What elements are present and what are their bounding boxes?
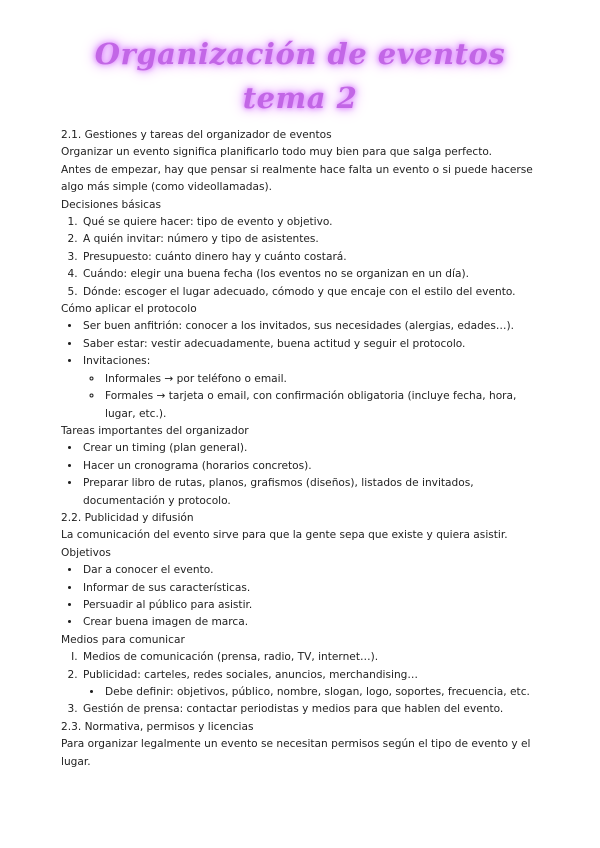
list-item: • Debe definir: objetivos, público, nombre, slogan, logo, soportes, frecuencia, etc. xyxy=(103,684,541,701)
paragraph: Organizar un evento significa planificarlo todo muy bien para que salga perfecto. xyxy=(61,146,493,159)
list-item: ◦ Informales → por teléfono o email. xyxy=(103,371,541,388)
document-title-line-1: Organización de eventos xyxy=(94,37,506,71)
document-title-line-2: tema 2 xyxy=(242,81,358,115)
medios-list xyxy=(61,649,541,719)
list-item xyxy=(81,667,541,702)
objetivos-list xyxy=(61,562,541,632)
list-item: • Preparar libro de rutas, planos, grafismos (diseños), listados de invitados, documentación y protocolo. xyxy=(81,475,541,510)
subsection-heading: Cómo aplicar el protocolo xyxy=(61,303,197,316)
list-item: 3. Presupuesto: cuánto dinero hay y cuánto costará. xyxy=(81,249,541,266)
list-item: • Crear buena imagen de marca. xyxy=(81,614,541,631)
list-item: • Ser buen anfitrión: conocer a los invitados, sus necesidades (alergias, edades…). xyxy=(81,318,541,335)
list-item-label: Publicidad: carteles, redes sociales, anuncios, merchandising… xyxy=(83,668,418,681)
list-item-label: Invitaciones: xyxy=(83,355,151,368)
list-item: 5. Dónde: escoger el lugar adecuado, cómodo y que encaje con el estilo del evento. xyxy=(81,284,541,301)
paragraph: Antes de empezar, hay que pensar si realmente hace falta un evento o si puede hacerse algo más simple (como videollamadas). xyxy=(61,163,533,194)
list-item: • Informar de sus características. xyxy=(81,580,541,597)
list-item: 4. Cuándo: elegir una buena fecha (los eventos no se organizan en un día). xyxy=(81,266,541,283)
section-heading: 2.1. Gestiones y tareas del organizador de eventos xyxy=(61,129,332,141)
tareas-list xyxy=(61,440,541,510)
list-item: • Hacer un cronograma (horarios concretos). xyxy=(81,458,541,475)
subsection-heading: Medios para comunicar xyxy=(61,633,185,646)
protocolo-list xyxy=(61,318,541,422)
document-body xyxy=(61,127,541,771)
invitaciones-list xyxy=(83,371,541,423)
paragraph: Para organizar legalmente un evento se necesitan permisos según el tipo de evento y el lugar. xyxy=(61,738,531,768)
list-item: • Crear un timing (plan general). xyxy=(81,440,541,457)
decisiones-list xyxy=(61,214,541,301)
publicidad-sublist xyxy=(83,684,541,701)
subsection-heading: Decisiones básicas xyxy=(61,198,162,211)
section-heading: 2.3. Normativa, permisos y licencias xyxy=(61,720,254,733)
list-item xyxy=(81,353,541,423)
subsection-heading: Tareas importantes del organizador xyxy=(61,424,249,437)
list-item: 1. Qué se quiere hacer: tipo de evento y objetivo. xyxy=(81,214,541,231)
list-item: I. Medios de comunicación (prensa, radio, TV, internet…). xyxy=(81,649,541,666)
list-item: • Dar a conocer el evento. xyxy=(81,562,541,579)
list-item: ◦ Formales → tarjeta o email, con confirmación obligatoria (incluye fecha, hora, lugar, etc.). xyxy=(103,388,541,423)
list-item: 2. A quién invitar: número y tipo de asistentes. xyxy=(81,231,541,248)
section-heading: 2.2. Publicidad y difusión xyxy=(61,511,194,524)
list-item: • Persuadir al público para asistir. xyxy=(81,597,541,614)
paragraph: La comunicación del evento sirve para que la gente sepa que existe y quiera asistir. xyxy=(61,529,508,542)
subsection-heading: Objetivos xyxy=(61,546,111,559)
list-item: 3. Gestión de prensa: contactar periodistas y medios para que hablen del evento. xyxy=(81,701,541,718)
list-item: • Saber estar: vestir adecuadamente, buena actitud y seguir el protocolo. xyxy=(81,336,541,353)
